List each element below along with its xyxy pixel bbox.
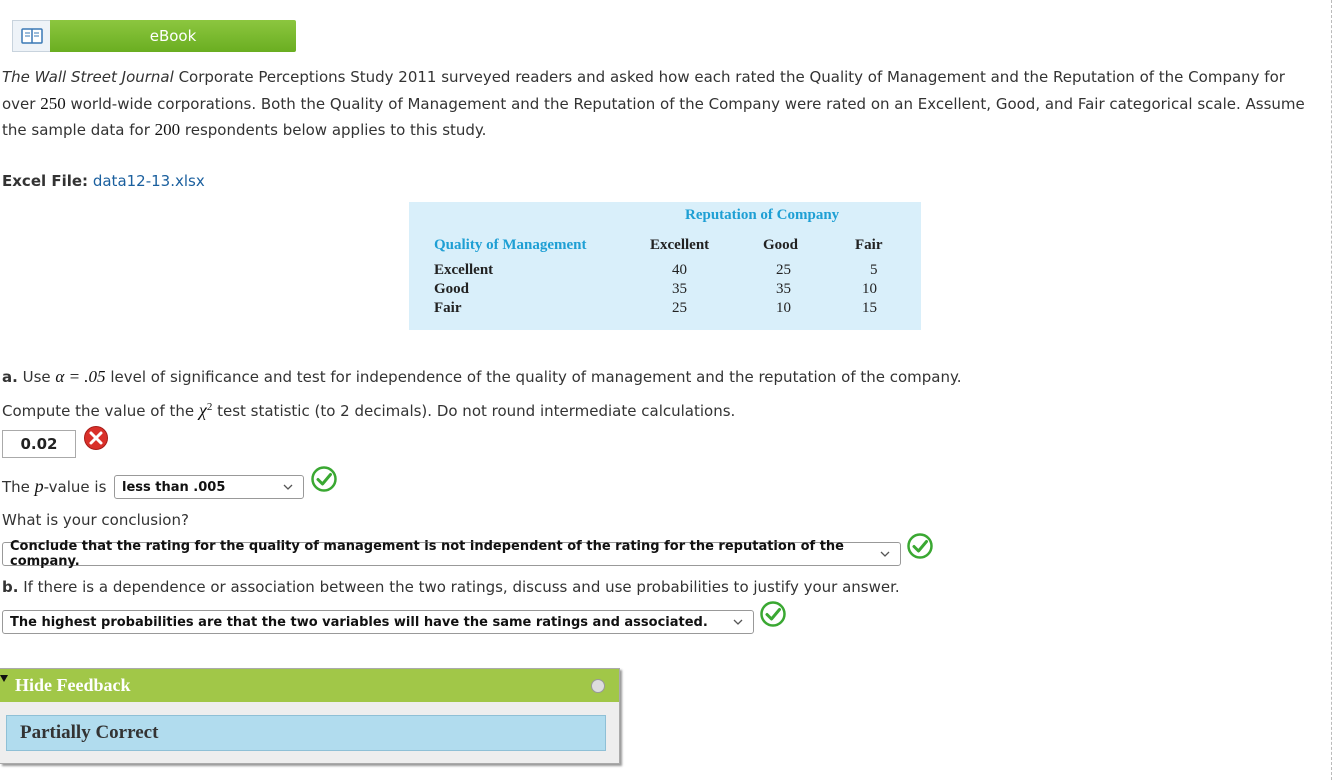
part-b-text: If there is a dependence or association between the two ratings, discuss and use probabilities to justify your answer. [18, 578, 900, 596]
chevron-down-icon [282, 480, 294, 494]
column-header: Fair [855, 237, 883, 253]
correct-check-icon [907, 533, 933, 559]
part-b-label: b. [2, 578, 19, 596]
table-cell: 40 [672, 262, 687, 278]
intro-text-1: Corporate Perceptions Study 2011 surveyed readers and asked how each rated the Quality of Management and the Reputation of the Company for over [2, 68, 1285, 113]
pvalue-text-2: -value is [43, 478, 107, 496]
alpha-value: α = .05 [55, 367, 106, 386]
feedback-panel [0, 668, 620, 764]
part-a-text-2: level of significance and test for independence of the quality of management and the reputation of the company. [105, 368, 962, 386]
table-cell: 10 [776, 300, 791, 316]
chi-symbol: χ [198, 400, 207, 420]
column-header: Good [763, 237, 799, 253]
table-cell: 35 [776, 281, 791, 297]
table-row-header: Quality of Management [434, 237, 587, 253]
row-label: Good [434, 281, 470, 297]
ebook-label: eBook [50, 20, 296, 52]
book-icon [12, 20, 50, 52]
table-group-header: Reputation of Company [685, 207, 840, 223]
crosstab-table [409, 202, 921, 330]
intro-text-2: world-wide corporations. Both the Quality of Management and the Reputation of the Company were rated on an Excellent, Good, and Fair categorical scale. Assume the sample data for [2, 94, 1305, 139]
problem-intro [2, 64, 1320, 144]
chevron-down-icon [879, 547, 891, 561]
excel-file-link[interactable]: data12-13.xlsx [92, 172, 205, 190]
page-edge-divider [1331, 0, 1332, 780]
chevron-down-icon [732, 615, 744, 629]
conclusion-question: What is your conclusion? [2, 511, 189, 529]
table-cell: 25 [776, 262, 791, 278]
part-a-question [2, 367, 962, 387]
table-cell: 25 [672, 300, 687, 316]
correct-check-icon [311, 466, 337, 492]
table-cell: 5 [870, 262, 878, 278]
pvalue-selected: less than .005 [122, 479, 226, 495]
respondents-count: 200 [154, 120, 181, 139]
correct-check-icon [760, 601, 786, 627]
conclusion-selected: Conclude that the rating for the quality of management is not independent of the rating for the reputation of the company. [10, 539, 844, 569]
part-b-question [2, 578, 900, 596]
pvalue-prompt [2, 476, 106, 497]
chi-exponent: 2 [206, 401, 213, 413]
row-label: Fair [434, 300, 462, 316]
part-a-text-1: Use [17, 368, 56, 386]
pvalue-text-1: The [2, 478, 35, 496]
feedback-status: Partially Correct [6, 715, 606, 751]
chi-square-answer-input[interactable]: 0.02 [2, 430, 76, 458]
pin-icon[interactable] [591, 679, 605, 693]
row-label: Excellent [434, 262, 494, 278]
hide-feedback-toggle[interactable] [0, 669, 619, 702]
part-a-label: a. [2, 368, 18, 386]
pvalue-select[interactable] [114, 475, 304, 499]
intro-text-3: respondents below applies to this study. [180, 121, 487, 139]
corporations-count: 250 [40, 93, 66, 113]
part-b-select[interactable] [2, 610, 754, 634]
chi-square-prompt [2, 400, 735, 421]
pvalue-p: p [34, 476, 44, 496]
table-cell: 35 [672, 281, 687, 297]
compute-text-1: Compute the value of the [2, 402, 199, 420]
excel-file [2, 172, 205, 190]
conclusion-select[interactable] [2, 539, 901, 569]
ebook-button[interactable] [12, 20, 296, 52]
table-cell: 10 [862, 281, 877, 297]
hide-feedback-label: Hide Feedback [15, 675, 131, 695]
excel-label: Excel File: [2, 172, 89, 190]
part-b-selected: The highest probabilities are that the two variables will have the same ratings and associated. [10, 614, 708, 630]
incorrect-x-icon [83, 425, 109, 451]
compute-text-2: test statistic (to 2 decimals). Do not round intermediate calculations. [212, 402, 736, 420]
column-header: Excellent [650, 237, 710, 253]
table-cell: 15 [862, 300, 877, 316]
collapse-triangle-icon [0, 675, 8, 682]
source-title: The Wall Street Journal [2, 68, 174, 86]
